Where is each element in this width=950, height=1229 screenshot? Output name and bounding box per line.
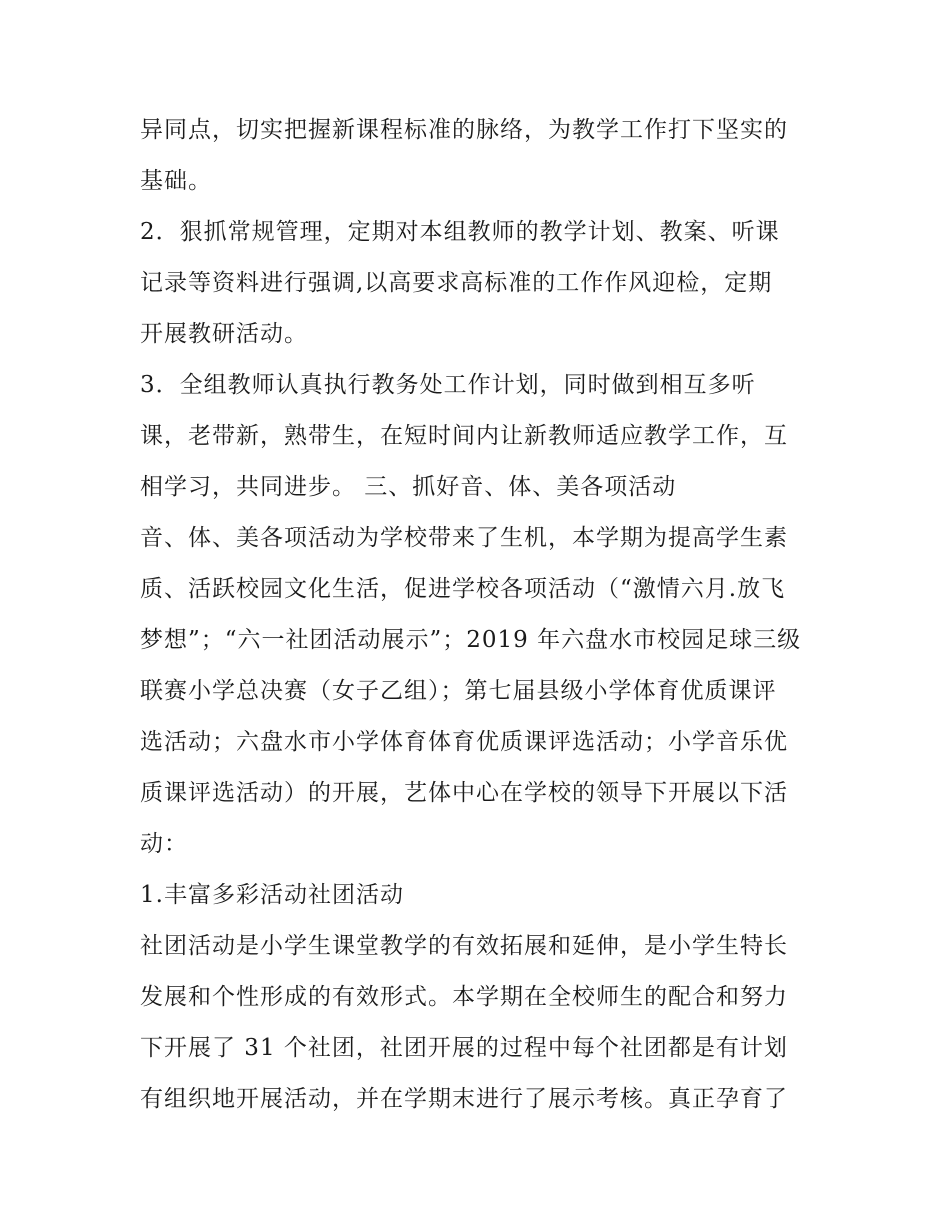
text-line: 质课评选活动）的开展，艺体中心在学校的领导下开展以下活 [140, 780, 788, 806]
text-line: 有组织地开展活动，并在学期末进行了展示考核。真正孕育了 [140, 1086, 788, 1112]
text-line: 选活动；六盘水市小学体育体育优质课评选活动；小学音乐优 [140, 729, 788, 755]
text-line: 开展教研活动。 [140, 321, 308, 347]
text-line: 社团活动是小学生课堂教学的有效拓展和延伸，是小学生特长 [140, 933, 788, 959]
text-line: 3．全组教师认真执行教务处工作计划，同时做到相互多听 [140, 372, 756, 398]
text-line: 梦想”；“六一社团活动展示”；2019 年六盘水市校园足球三级 [140, 627, 802, 653]
text-line: 异同点，切实把握新课程标准的脉络，为教学工作打下坚实的 [140, 117, 788, 143]
text-line: 发展和个性形成的有效形式。本学期在全校师生的配合和努力 [140, 984, 788, 1010]
text-line: 下开展了 31 个社团，社团开展的过程中每个社团都是有计划 [140, 1035, 788, 1061]
text-line: 联赛小学总决赛（女子乙组）；第七届县级小学体育优质课评 [140, 678, 777, 704]
text-line: 记录等资料进行强调,以高要求高标准的工作作风迎检，定期 [140, 270, 773, 296]
text-line: 课，老带新，熟带生，在短时间内让新教师适应教学工作，互 [140, 423, 788, 449]
text-line: 音、体、美各项活动为学校带来了生机，本学期为提高学生素 [140, 525, 788, 551]
text-line: 相学习，共同进步。 三、抓好音、体、美各项活动 [140, 474, 677, 500]
text-line: 基础。 [140, 168, 212, 194]
text-line: 质、活跃校园文化生活，促进学校各项活动（“激情六月.放飞 [140, 576, 786, 602]
text-line: 动： [140, 831, 188, 857]
section-heading: 1.丰富多彩活动社团活动 [140, 882, 404, 908]
text-line: 2．狠抓常规管理，定期对本组教师的教学计划、教案、听课 [140, 219, 780, 245]
